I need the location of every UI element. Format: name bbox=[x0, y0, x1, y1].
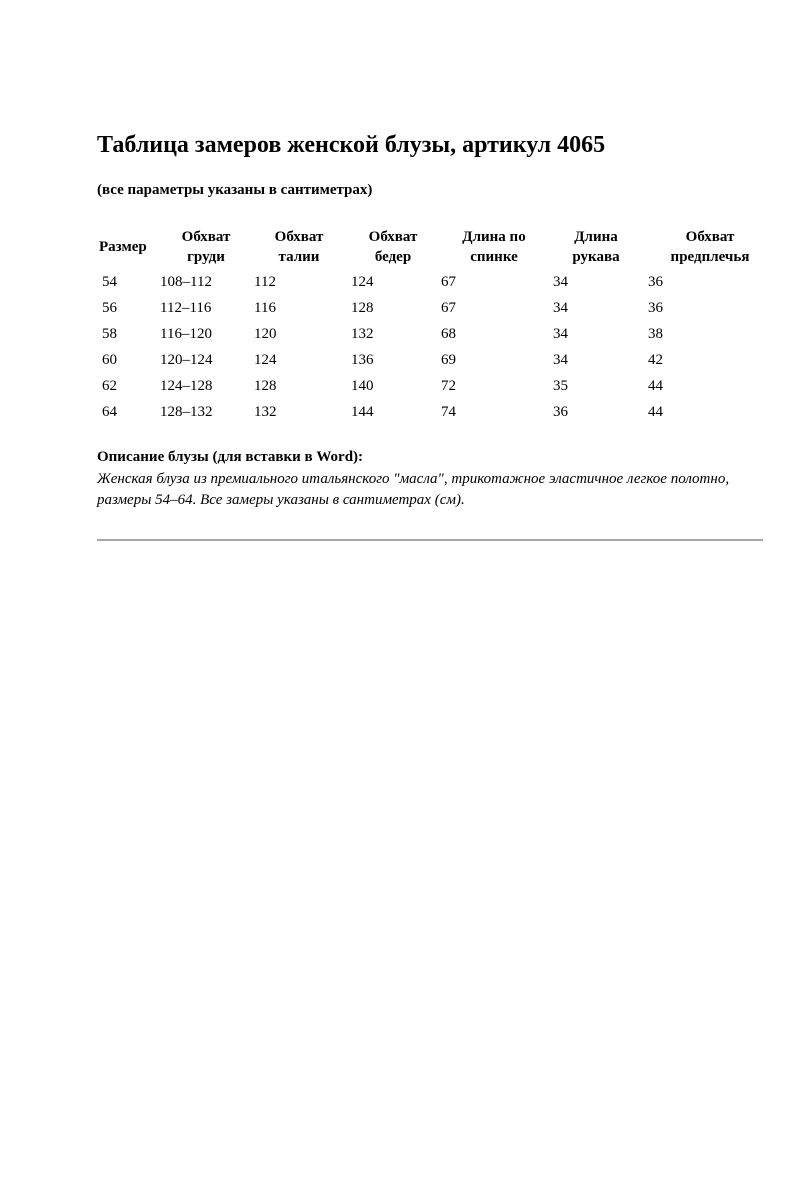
cell-waist: 112 bbox=[254, 274, 276, 290]
cell-sleeve-length: 34 bbox=[553, 274, 568, 290]
horizontal-divider bbox=[97, 539, 763, 541]
cell-hips: 144 bbox=[351, 404, 374, 420]
cell-waist: 128 bbox=[254, 378, 277, 394]
cell-sleeve-length: 34 bbox=[553, 300, 568, 316]
header-hips-line2: бедер bbox=[374, 249, 412, 265]
cell-sleeve-length: 35 bbox=[553, 378, 568, 394]
cell-hips: 132 bbox=[351, 326, 374, 342]
cell-size: 64 bbox=[102, 404, 117, 420]
header-sleeve-length-line2: рукава bbox=[572, 249, 620, 265]
header-size bbox=[99, 237, 159, 257]
cell-back-length: 67 bbox=[441, 274, 456, 290]
cell-hips: 124 bbox=[351, 274, 374, 290]
description-text: Женская блуза из премиального итальянского "масла", трикотажное эластичное легкое полотно, размеры 54–64. Все замеры указаны в сантиметрах (см). bbox=[97, 471, 730, 508]
cell-forearm: 38 bbox=[648, 326, 663, 342]
header-hips bbox=[351, 227, 435, 267]
header-back-length-line2: спинке bbox=[470, 249, 518, 265]
cell-chest: 112–116 bbox=[160, 300, 212, 316]
cell-sleeve-length: 36 bbox=[553, 404, 568, 420]
cell-chest: 116–120 bbox=[160, 326, 212, 342]
cell-sleeve-length: 34 bbox=[553, 326, 568, 342]
cell-forearm: 36 bbox=[648, 274, 663, 290]
cell-forearm: 44 bbox=[648, 404, 663, 420]
cell-chest: 108–112 bbox=[160, 274, 212, 290]
cell-waist: 120 bbox=[254, 326, 277, 342]
description-heading: Описание блузы (для вставки в Word): bbox=[97, 449, 364, 465]
header-hips-line1: Обхват bbox=[368, 229, 418, 245]
cell-forearm: 42 bbox=[648, 352, 663, 368]
header-forearm-line1: Обхват bbox=[685, 229, 735, 245]
cell-sleeve-length: 34 bbox=[553, 352, 568, 368]
cell-size: 62 bbox=[102, 378, 117, 394]
header-waist-line1: Обхват bbox=[274, 229, 324, 245]
cell-forearm: 36 bbox=[648, 300, 663, 316]
cell-size: 54 bbox=[102, 274, 117, 290]
cell-size: 60 bbox=[102, 352, 117, 368]
header-size-label: Размер bbox=[99, 239, 147, 255]
document-title: Таблица замеров женской блузы, артикул 4065 bbox=[97, 132, 606, 158]
cell-back-length: 67 bbox=[441, 300, 456, 316]
cell-waist: 116 bbox=[254, 300, 276, 316]
cell-forearm: 44 bbox=[648, 378, 663, 394]
cell-back-length: 69 bbox=[441, 352, 456, 368]
cell-waist: 124 bbox=[254, 352, 277, 368]
header-back-length bbox=[446, 227, 542, 267]
cell-hips: 136 bbox=[351, 352, 374, 368]
cell-hips: 140 bbox=[351, 378, 374, 394]
header-sleeve-length bbox=[554, 227, 638, 267]
cell-hips: 128 bbox=[351, 300, 374, 316]
header-waist bbox=[257, 227, 341, 267]
header-forearm bbox=[654, 227, 766, 267]
header-chest-line1: Обхват bbox=[181, 229, 231, 245]
cell-size: 56 bbox=[102, 300, 117, 316]
cell-chest: 124–128 bbox=[160, 378, 213, 394]
cell-chest: 128–132 bbox=[160, 404, 213, 420]
header-chest bbox=[164, 227, 248, 267]
cell-back-length: 74 bbox=[441, 404, 456, 420]
cell-back-length: 68 bbox=[441, 326, 456, 342]
header-waist-line2: талии bbox=[278, 249, 320, 265]
header-sleeve-length-line1: Длина bbox=[574, 229, 618, 245]
cell-back-length: 72 bbox=[441, 378, 456, 394]
document-subtitle: (все параметры указаны в сантиметрах) bbox=[97, 182, 373, 198]
cell-chest: 120–124 bbox=[160, 352, 213, 368]
cell-waist: 132 bbox=[254, 404, 277, 420]
header-forearm-line2: предплечья bbox=[670, 249, 750, 265]
header-back-length-line1: Длина по bbox=[462, 229, 526, 245]
header-chest-line2: груди bbox=[187, 249, 225, 265]
cell-size: 58 bbox=[102, 326, 117, 342]
